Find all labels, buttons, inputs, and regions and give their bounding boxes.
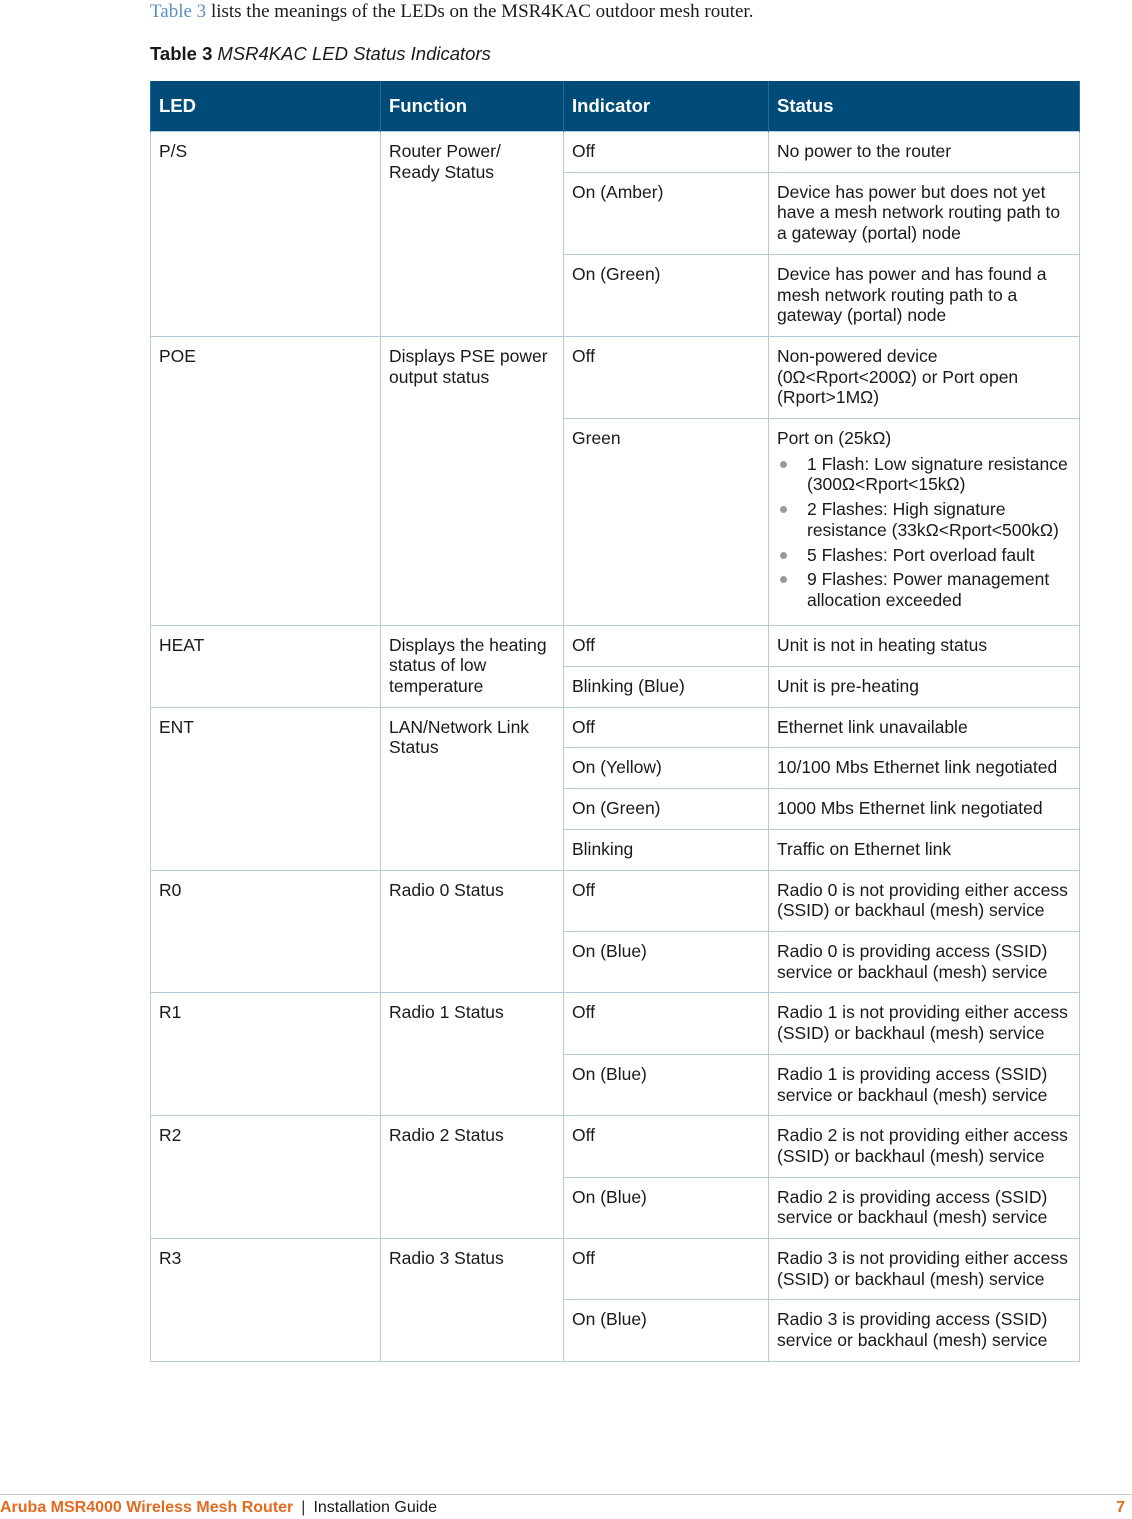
header-status: Status [769,81,1080,132]
page-footer [0,1498,1125,1518]
table-row [151,707,1080,748]
status-cell [769,419,1080,626]
status-cell: Radio 2 is providing access (SSID) service or backhaul (mesh) service [769,1177,1080,1238]
header-indicator: Indicator [564,81,769,132]
table-caption [150,42,491,66]
indicator-cell: On (Blue) [564,1300,769,1361]
function-cell: Radio 1 Status [381,993,564,1116]
indicator-cell: On (Blue) [564,931,769,992]
status-cell: Radio 2 is not providing either access (SSID) or backhaul (mesh) service [769,1116,1080,1177]
list-item [777,454,1071,495]
indicator-cell: Blinking [564,829,769,870]
list-item [777,569,1071,610]
indicator-cell: Off [564,336,769,418]
table-row [151,870,1080,931]
led-cell: R0 [151,870,381,993]
table-row [151,1116,1080,1177]
indicator-cell: Off [564,1239,769,1300]
bullet-icon [780,461,787,468]
indicator-cell: On (Blue) [564,1177,769,1238]
function-cell: Radio 0 Status [381,870,564,993]
indicator-cell: Off [564,993,769,1054]
footer-separator: | [301,1499,306,1516]
status-cell: Radio 0 is not providing either access (SSID) or backhaul (mesh) service [769,870,1080,931]
status-cell: Unit is pre-heating [769,666,1080,707]
status-cell: Device has power but does not yet have a mesh network routing path to a gateway (portal) node [769,172,1080,254]
table-header-row [151,81,1080,132]
status-cell: Non-powered device (0Ω<Rport<200Ω) or Port open (Rport>1MΩ) [769,336,1080,418]
footer-divider [0,1494,1132,1495]
footer-guide-title: Installation Guide [313,1499,438,1516]
table-reference-link[interactable]: Table 3 [150,1,207,22]
function-cell: Displays the heating status of low temperature [381,625,564,707]
list-item [777,499,1071,540]
status-cell: 10/100 Mbs Ethernet link negotiated [769,748,1080,789]
indicator-cell: On (Amber) [564,172,769,254]
indicator-cell: Off [564,870,769,931]
led-status-table [150,81,1080,1362]
indicator-cell: Off [564,707,769,748]
bullet-icon [780,552,787,559]
header-led: LED [151,81,381,132]
function-cell: Radio 2 Status [381,1116,564,1239]
status-cell: Radio 3 is providing access (SSID) service or backhaul (mesh) service [769,1300,1080,1361]
function-cell: Router Power/ Ready Status [381,132,564,337]
status-cell: Radio 1 is not providing either access (SSID) or backhaul (mesh) service [769,993,1080,1054]
status-cell: No power to the router [769,132,1080,173]
list-item-text: 2 Flashes: High signature resistance (33kΩ<Rport<500kΩ) [807,499,1059,540]
bullet-icon [780,506,787,513]
function-cell: Radio 3 Status [381,1239,564,1362]
indicator-cell: On (Yellow) [564,748,769,789]
header-function: Function [381,81,564,132]
led-cell: R2 [151,1116,381,1239]
intro-text: lists the meanings of the LEDs on the MSR4KAC outdoor mesh router. [206,1,754,22]
list-item-text: 1 Flash: Low signature resistance (300Ω<Rport<15kΩ) [807,453,1068,495]
caption-title: MSR4KAC LED Status Indicators [217,43,491,64]
function-cell: LAN/Network Link Status [381,707,564,870]
table-row [151,336,1080,418]
led-cell: ENT [151,707,381,870]
status-cell: Radio 0 is providing access (SSID) service or backhaul (mesh) service [769,931,1080,992]
list-item-text: 9 Flashes: Power management allocation exceeded [807,569,1050,610]
status-cell: Ethernet link unavailable [769,707,1080,748]
status-cell: 1000 Mbs Ethernet link negotiated [769,789,1080,830]
status-cell: Radio 1 is providing access (SSID) service or backhaul (mesh) service [769,1054,1080,1115]
list-item [777,545,1071,566]
list-item-text: 5 Flashes: Port overload fault [807,544,1035,565]
table-row [151,1239,1080,1300]
indicator-cell: On (Green) [564,789,769,830]
caption-label: Table 3 [150,43,213,64]
indicator-cell: Off [564,132,769,173]
indicator-cell: Blinking (Blue) [564,666,769,707]
status-cell: Device has power and has found a mesh network routing path to a gateway (portal) node [769,254,1080,336]
page-number: 7 [1116,1499,1125,1516]
function-cell: Displays PSE power output status [381,336,564,625]
status-cell: Unit is not in heating status [769,625,1080,666]
footer-product-name: Aruba MSR4000 Wireless Mesh Router [0,1499,294,1516]
indicator-cell: On (Green) [564,254,769,336]
table-row [151,993,1080,1054]
led-cell: POE [151,336,381,625]
led-cell: R1 [151,993,381,1116]
status-cell: Radio 3 is not providing either access (SSID) or backhaul (mesh) service [769,1239,1080,1300]
indicator-cell: Off [564,625,769,666]
led-cell: HEAT [151,625,381,707]
indicator-cell: Green [564,419,769,626]
indicator-cell: Off [564,1116,769,1177]
status-text: Port on (25kΩ) [777,428,892,449]
led-cell: R3 [151,1239,381,1362]
intro-paragraph [150,0,753,24]
flash-code-list [777,454,1071,611]
table-row [151,132,1080,173]
indicator-cell: On (Blue) [564,1054,769,1115]
status-cell: Traffic on Ethernet link [769,829,1080,870]
led-cell: P/S [151,132,381,337]
bullet-icon [780,576,787,583]
table-row [151,625,1080,666]
